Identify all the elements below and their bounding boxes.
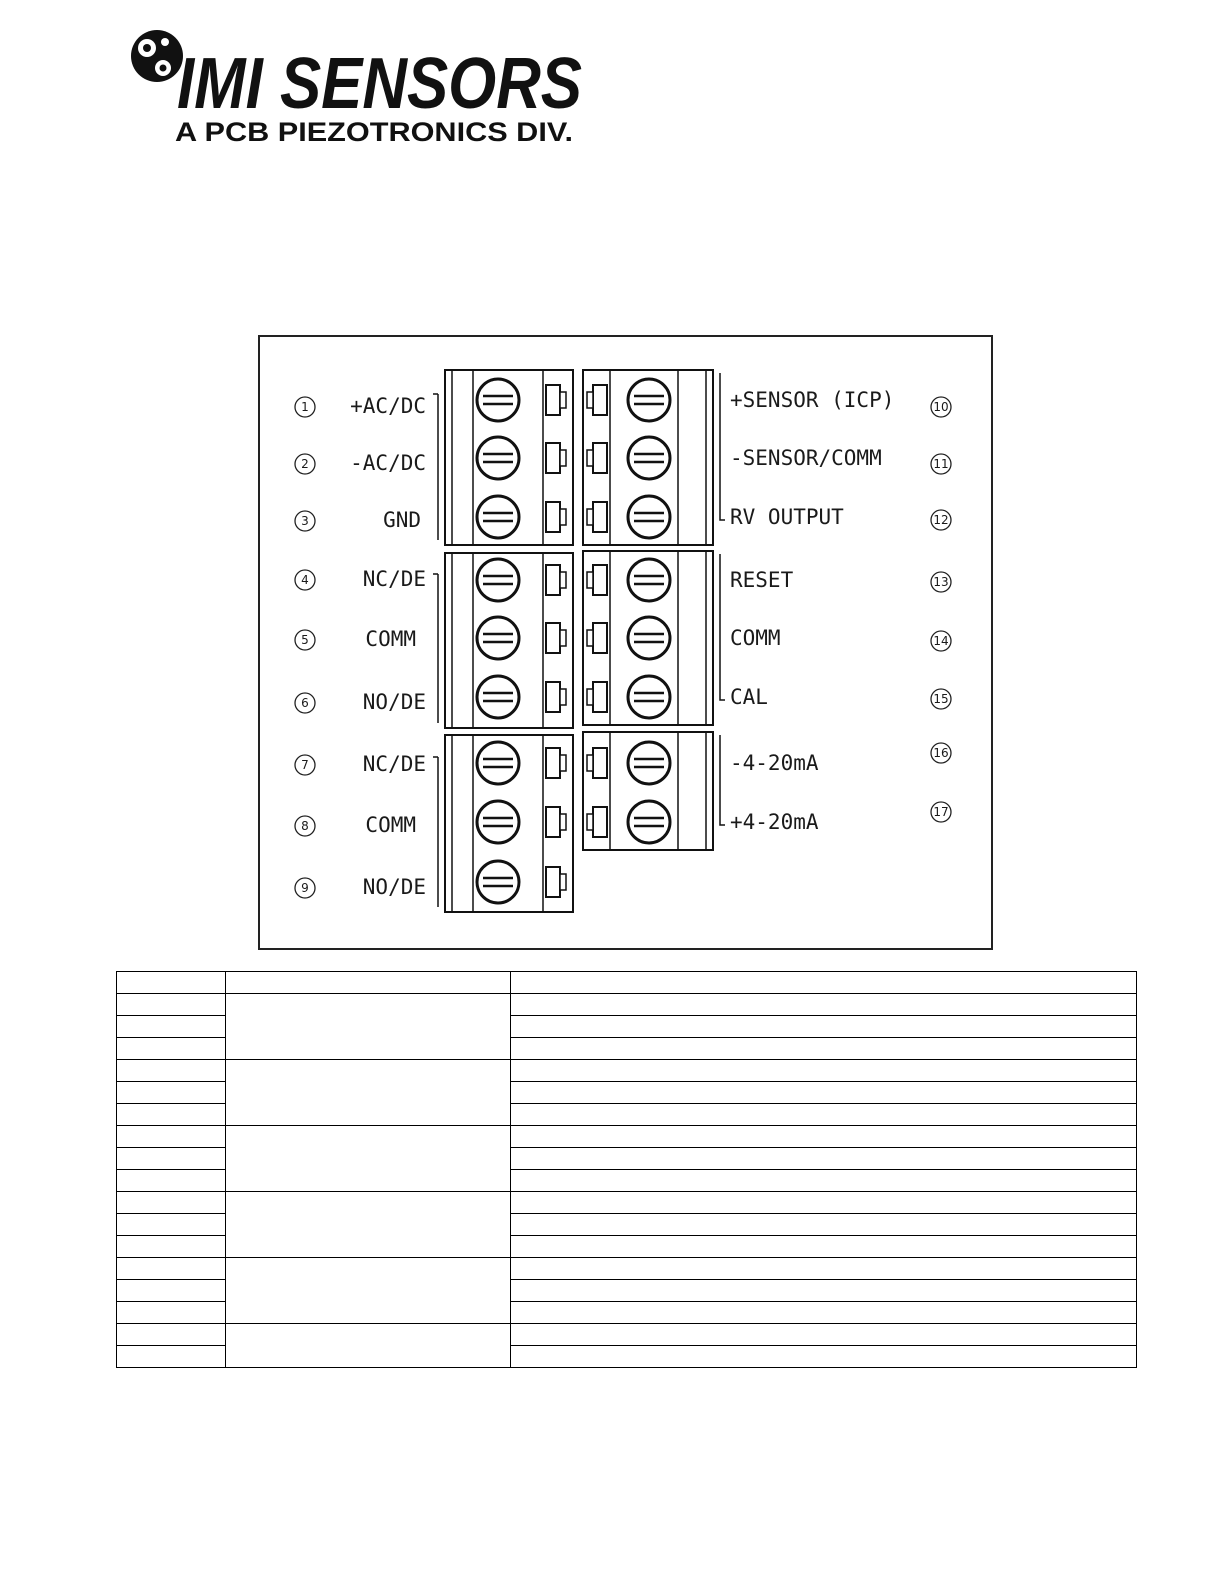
pin-number: 13 [933, 575, 949, 589]
pin-number: 15 [933, 692, 949, 706]
pin-number: 9 [301, 881, 309, 895]
terminal-block-diagram [258, 335, 994, 951]
table-row [117, 1324, 1137, 1346]
pin-marker-14 [931, 631, 951, 651]
screw-terminal-15 [628, 676, 670, 718]
pin-number: 7 [301, 758, 309, 772]
terminal-label: -SENSOR/COMM [730, 446, 882, 470]
description-cell [511, 1258, 1137, 1280]
pin-cell [117, 1016, 226, 1038]
description-cell [511, 1060, 1137, 1082]
screw-terminal-4 [477, 559, 519, 601]
pin-assignment-table [116, 971, 1137, 1368]
table-row [117, 1258, 1137, 1280]
pin-number: 3 [301, 514, 309, 528]
description-cell [511, 1302, 1137, 1324]
terminal-label: +4-20mA [730, 810, 819, 834]
screw-terminal-2 [477, 437, 519, 479]
pin-number: 2 [301, 457, 309, 471]
terminal-label: CAL [730, 685, 768, 709]
description-cell [511, 1170, 1137, 1192]
screw-terminal-13 [628, 559, 670, 601]
table-row [117, 994, 1137, 1016]
pin-marker-13 [931, 572, 951, 592]
pin-marker-6 [295, 693, 315, 713]
group-cell [226, 994, 511, 1060]
description-cell [511, 1192, 1137, 1214]
pin-cell [117, 1060, 226, 1082]
pin-cell [117, 1324, 226, 1346]
pin-cell [117, 1214, 226, 1236]
terminal-label: COMM [365, 627, 416, 651]
pin-cell [117, 1302, 226, 1324]
description-cell [511, 1324, 1137, 1346]
screw-terminal-1 [477, 379, 519, 421]
pin-marker-17 [931, 802, 951, 822]
pin-marker-2 [295, 454, 315, 474]
description-cell [511, 1148, 1137, 1170]
screw-terminal-7 [477, 742, 519, 784]
pin-cell [117, 1104, 226, 1126]
terminal-label: COMM [730, 626, 781, 650]
screw-terminal-16 [628, 742, 670, 784]
terminal-label: -AC/DC [350, 451, 426, 475]
terminal-label: GND [383, 508, 421, 532]
table-header-row [117, 972, 1137, 994]
description-cell [511, 1236, 1137, 1258]
pin-marker-4 [295, 570, 315, 590]
pin-number: 16 [933, 746, 949, 760]
description-cell [511, 1280, 1137, 1302]
terminal-label: NO/DE [362, 875, 426, 899]
terminal-label: COMM [365, 813, 416, 837]
screw-terminal-6 [477, 676, 519, 718]
pin-marker-9 [295, 878, 315, 898]
description-cell [511, 1346, 1137, 1368]
pin-cell [117, 1148, 226, 1170]
screw-terminal-10 [628, 379, 670, 421]
pin-marker-1 [295, 397, 315, 417]
pin-cell [117, 1126, 226, 1148]
table-row [117, 1192, 1137, 1214]
pin-number: 4 [301, 573, 309, 587]
description-cell [511, 1126, 1137, 1148]
header-cell [117, 972, 226, 994]
pin-cell [117, 1236, 226, 1258]
group-cell [226, 1258, 511, 1324]
pin-number: 12 [933, 513, 949, 527]
pin-marker-11 [931, 454, 951, 474]
pin-cell [117, 1346, 226, 1368]
pin-cell [117, 1258, 226, 1280]
pin-cell [117, 994, 226, 1016]
pin-cell [117, 1170, 226, 1192]
pin-marker-7 [295, 755, 315, 775]
pin-number: 6 [301, 696, 309, 710]
pin-number: 17 [933, 805, 949, 819]
group-cell [226, 1324, 511, 1368]
pin-cell [117, 1192, 226, 1214]
screw-terminal-14 [628, 617, 670, 659]
screw-terminal-5 [477, 617, 519, 659]
terminal-label: NC/DE [362, 567, 426, 591]
pin-number: 8 [301, 819, 309, 833]
screw-terminal-12 [628, 496, 670, 538]
terminal-label: NO/DE [362, 690, 426, 714]
group-cell [226, 1060, 511, 1126]
screw-terminal-9 [477, 861, 519, 903]
pin-marker-16 [931, 743, 951, 763]
pin-marker-8 [295, 816, 315, 836]
group-cell [226, 1126, 511, 1192]
terminal-label: +SENSOR (ICP) [730, 388, 895, 412]
pin-marker-12 [931, 510, 951, 530]
pin-number: 11 [933, 457, 949, 471]
pin-number: 10 [933, 400, 949, 414]
group-cell [226, 1192, 511, 1258]
header-cell [511, 972, 1137, 994]
description-cell [511, 1038, 1137, 1060]
logo-main-text: IMI SENSORS [177, 44, 582, 124]
pin-cell [117, 1082, 226, 1104]
terminal-label: RV OUTPUT [730, 505, 844, 529]
terminal-label: +AC/DC [350, 394, 426, 418]
terminal-label: NC/DE [362, 752, 426, 776]
gear-logo-icon [131, 30, 183, 82]
table-row [117, 1060, 1137, 1082]
pin-cell [117, 1280, 226, 1302]
screw-terminal-3 [477, 496, 519, 538]
terminal-label: -4-20mA [730, 751, 819, 775]
pin-marker-10 [931, 397, 951, 417]
description-cell [511, 994, 1137, 1016]
pin-marker-15 [931, 689, 951, 709]
terminal-label: RESET [730, 568, 794, 592]
pin-number: 14 [933, 634, 949, 648]
description-cell [511, 1104, 1137, 1126]
header-cell [226, 972, 511, 994]
screw-terminal-8 [477, 801, 519, 843]
description-cell [511, 1082, 1137, 1104]
pin-marker-5 [295, 630, 315, 650]
table-row [117, 1126, 1137, 1148]
screw-terminal-11 [628, 437, 670, 479]
logo-subtitle: A PCB PIEZOTRONICS DIV. [175, 117, 573, 147]
description-cell [511, 1214, 1137, 1236]
screw-terminal-17 [628, 801, 670, 843]
pin-cell [117, 1038, 226, 1060]
pin-number: 1 [301, 400, 309, 414]
description-cell [511, 1016, 1137, 1038]
pin-number: 5 [301, 633, 309, 647]
imi-sensors-logo [125, 28, 595, 153]
pin-marker-3 [295, 511, 315, 531]
